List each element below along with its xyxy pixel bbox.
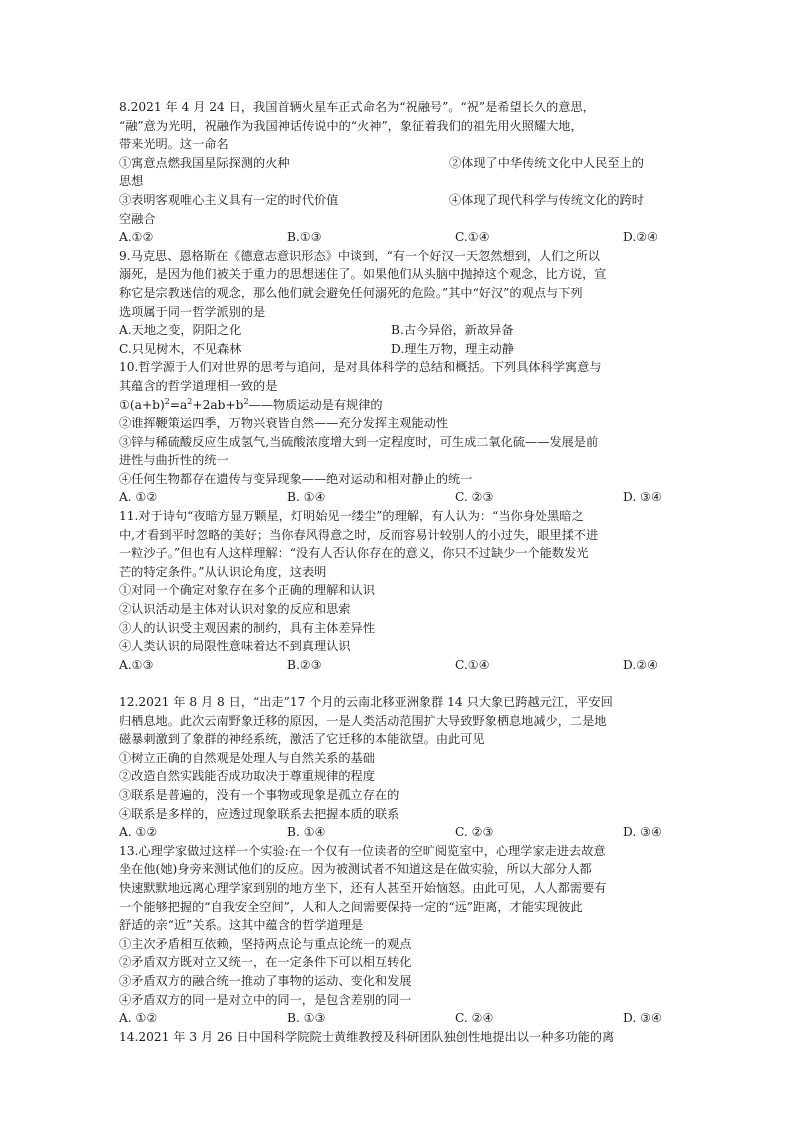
q11-statement-1: ①对同一个确定对象存在多个正确的理解和认识 (119, 583, 375, 598)
q13-option-c[interactable]: C. ②④ (455, 1011, 494, 1026)
q8-option-b[interactable]: B.①③ (287, 230, 322, 245)
q13-stem-line: 一个能够把握的“自我安全空间”，人和人之间需要保持一定的“远”距离，才能实现彼此 (119, 899, 583, 914)
q9-stem-line: 9.马克思、恩格斯在《德意志意识形态》中谈到，“有一个好汉一天忽然想到，人们之所以 (119, 248, 600, 263)
q9-options-row (119, 321, 679, 340)
question-11 (119, 507, 679, 674)
question-list (119, 98, 679, 1046)
q12-stem-line: 归栖息地。此次云南野象迁移的原因，一是人类活动范围扩大导致野象栖息地减少，二是地 (119, 713, 607, 728)
q8-option-c[interactable]: C.①④ (455, 230, 490, 245)
q10-option-d[interactable]: D. ③④ (623, 490, 662, 505)
q13-stem-line: 快速默默地远离心理学家到别的地方坐下，还有人甚至开始恼怒。由此可见，人人都需要有 (119, 880, 607, 895)
q11-statement-4: ④人类认识的局限性意味着达不到真理认识 (119, 639, 351, 654)
q10-s1-part: =a (169, 397, 188, 412)
q11-stem-line: 芒的特定条件。”从认识论角度，这表明 (119, 564, 327, 579)
q10-s1-exponent: 2 (243, 396, 249, 406)
q8-statement-3: ③表明客观唯心主义具有一定的时代价值 (119, 192, 339, 207)
question-12 (119, 693, 679, 842)
blank-line (119, 674, 679, 693)
q8-statement-4: ④体现了现代科学与传统文化的跨时 (449, 192, 644, 207)
q10-s1-exponent: 2 (164, 396, 170, 406)
q8-option-d[interactable]: D.②④ (623, 230, 659, 245)
question-8 (119, 98, 679, 247)
q12-option-d[interactable]: D. ③④ (623, 825, 662, 840)
q13-stem-line: 坐在他(她)身旁来测试他们的反应。因为被测试者不知道这是在做实验，所以大部分人都 (119, 862, 592, 877)
q13-stem-line: 舒适的亲“近”关系。这其中蕴含的哲学道理是 (119, 918, 364, 933)
q10-s1-part: +2ab+b (192, 397, 244, 412)
q11-option-c[interactable]: C.①④ (455, 657, 490, 672)
q13-statement-4: ④矛盾双方的同一是对立中的同一，是包含差别的同一 (119, 992, 412, 1007)
q13-options (119, 1009, 679, 1028)
q14-stem-line: 14.2021 年 3 月 26 日中国科学院院士黄维教授及科研团队独创性地提出以一种多功能的离 (119, 1029, 615, 1044)
q9-options-row (119, 340, 679, 359)
q10-s1-exponent: 2 (187, 396, 193, 406)
q12-option-a[interactable]: A. ①② (119, 825, 158, 840)
q10-statement-1 (119, 396, 679, 415)
q8-statement-2: ②体现了中华传统文化中人民至上的 (449, 155, 644, 170)
q13-option-d[interactable]: D. ③④ (623, 1011, 662, 1026)
q13-statement-1: ①主次矛盾相互依赖，坚持两点论与重点论统一的观点 (119, 936, 412, 951)
q11-stem-line: 一粒沙子。”但也有人这样理解：“没有人否认你存在的意义，你只不过缺少一个能数发光 (119, 546, 589, 561)
q8-statement-2-cont: 思想 (119, 174, 144, 189)
q8-option-a[interactable]: A.①② (119, 230, 154, 245)
q8-stem-line: 8.2021 年 4 月 24 日，我国首辆火星车正式命名为“祝融号”。“祝”是希望长久的意思， (119, 100, 595, 114)
q8-statements-row (119, 154, 679, 173)
q11-options (119, 656, 679, 675)
q10-stem-line: 10.哲学源于人们对世界的思考与追问，是对具体科学的总结和概括。下列具体科学寓意与 (119, 360, 602, 375)
q8-options (119, 228, 679, 247)
q10-statement-4: ④任何生物都存在遗传与变异现象——绝对运动和相对静止的统一 (119, 471, 473, 486)
q12-stem-line: 12.2021 年 8 月 8 日，“出走”17 个月的云南北移亚洲象群 14 只大象已跨越元江，平安回 (119, 695, 613, 709)
q10-s1-part: ①(a+b) (119, 397, 165, 412)
q13-statement-3: ③矛盾双方的融合统一推动了事物的运动、变化和发展 (119, 973, 412, 988)
question-13 (119, 842, 679, 1028)
q11-statement-3: ③人的认识受主观因素的制约，具有主体差异性 (119, 620, 375, 635)
q12-statement-4: ④联系是多样的，应透过现象联系去把握本质的联系 (119, 806, 400, 821)
q10-statement-2: ②谁挥鞭策运四季，万物兴衰皆自然——充分发挥主观能动性 (119, 416, 449, 431)
q9-stem-line: 称它是宗教迷信的观念，那么他们就会避免任何溺死的危险。”其中“好汉”的观点与下列 (119, 285, 583, 300)
q10-s1-part: ——物质运动是有规律的 (248, 397, 383, 412)
q13-stem-line: 13.心理学家做过这样一个实验:在一个仅有一位读者的空旷阅览室中，心理学家走进去故意 (119, 843, 606, 858)
q11-statement-2: ②认识活动是主体对认识对象的反应和思索 (119, 602, 351, 617)
q10-statement-3: ③锌与稀硫酸反应生成氢气,当硫酸浓度增大到一定程度时，可生成二氧化硫——发展是前 (119, 434, 599, 449)
question-14 (119, 1028, 679, 1047)
q9-stem-line: 选项属于同一哲学派别的是 (119, 304, 266, 319)
q8-statements-row (119, 191, 679, 210)
q11-option-d[interactable]: D.②④ (623, 657, 659, 672)
q8-statement-1: ①寓意点燃我国星际探测的火种 (119, 155, 290, 170)
q11-option-a[interactable]: A.①③ (119, 657, 154, 672)
q9-stem-line: 溺死，是因为他们被关于重力的思想迷住了。如果他们从头脑中抛掉这个观念，比方说，宣 (119, 267, 607, 282)
q10-options (119, 488, 679, 507)
q9-option-a[interactable]: A.天地之变，阴阳之化 (119, 323, 242, 338)
question-9 (119, 247, 679, 359)
q11-stem-line: 11.对于诗句“夜暗方显万颗星，灯明始见一缕尘”的理解，有人认为：“当你身处黑暗之 (119, 509, 584, 524)
q10-option-b[interactable]: B. ①④ (287, 490, 326, 505)
q13-option-b[interactable]: B. ①③ (287, 1011, 326, 1026)
q12-option-c[interactable]: C. ②③ (455, 825, 494, 840)
q12-statement-3: ③联系是普遍的，没有一个事物或现象是孤立存在的 (119, 787, 400, 802)
q12-statement-2: ②改造自然实践能否成功取决于尊重规律的程度 (119, 769, 375, 784)
q12-option-b[interactable]: B. ①④ (287, 825, 326, 840)
q10-stem-line: 其蕴含的哲学道理相一致的是 (119, 378, 278, 393)
q12-statement-1: ①树立正确的自然观是处理人与自然关系的基础 (119, 750, 375, 765)
q13-option-a[interactable]: A. ①② (119, 1011, 158, 1026)
q8-statement-4-cont: 空融合 (119, 211, 156, 226)
q12-stem-line: 磁暴刺激到了象群的神经系统，激活了它迁移的本能欲望。由此可见 (119, 732, 485, 747)
q12-options (119, 823, 679, 842)
q10-option-a[interactable]: A. ①② (119, 490, 158, 505)
q8-stem-line: “融”意为光明，祝融作为我国神话传说中的“火神”，象征着我们的祖先用火照耀大地， (119, 118, 583, 133)
q8-stem-line: 带来光明。这一命名 (119, 137, 229, 152)
q9-option-d[interactable]: D.理生万物，理主动静 (391, 341, 514, 356)
q13-statement-2: ②矛盾双方既对立又统一，在一定条件下可以相互转化 (119, 955, 412, 970)
q9-option-c[interactable]: C.只见树木，不见森林 (119, 341, 242, 356)
q10-statement-3-cont: 进性与曲折性的统一 (119, 453, 229, 468)
q10-option-c[interactable]: C. ②③ (455, 490, 494, 505)
q9-option-b[interactable]: B.古今异俗，新故异备 (391, 323, 514, 338)
q11-option-b[interactable]: B.②③ (287, 657, 322, 672)
q11-stem-line: 中,才看到平时忽略的美好；当你春风得意之时，反而容易计较别人的小过失，眼里揉不进 (119, 527, 599, 542)
question-10 (119, 358, 679, 507)
